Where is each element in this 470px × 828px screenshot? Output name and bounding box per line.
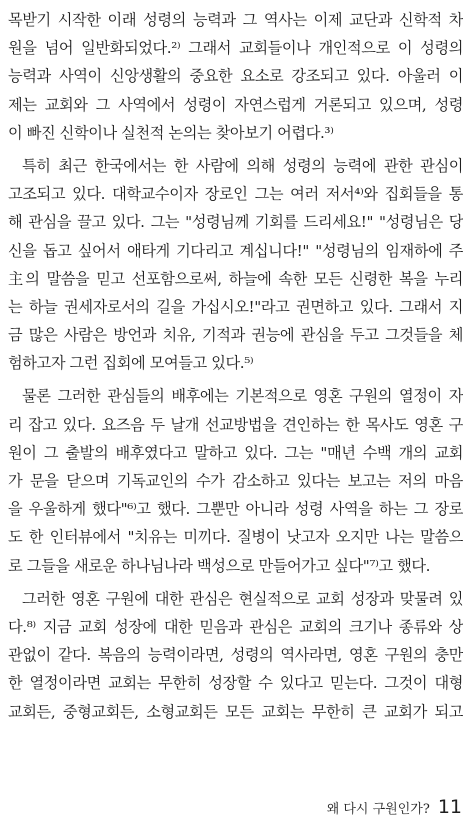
paragraph: [8, 382, 463, 579]
text-line: 관없이 같다. 복음의 능력이라면, 성령의 역사라면, 영혼 구원의 충만: [8, 646, 463, 665]
text-line: 특히 최근 한국에서는 한 사람에 의해 성령의 능력에 관한 관심이: [22, 156, 463, 175]
text-line: 主의 말씀을 믿고 선포함으로써, 하늘에 속한 모든 신령한 복을 누리: [8, 269, 463, 288]
text-line: 해 관심을 끌고 있다. 그는 "성령님께 기회를 드리세요!" "성령님은 당: [8, 213, 463, 232]
text-line: 제는 교회와 그 사역에서 성령이 자연스럽게 거론되고 있으며, 성령: [8, 95, 463, 114]
page-footer: [327, 796, 462, 818]
text-line: 는 하늘 권세자로서의 길을 가십시오!"라고 권면하고 있다. 그래서 지: [8, 297, 463, 316]
paragraph: [8, 6, 463, 147]
running-title: 왜 다시 구원인가?: [326, 802, 430, 817]
text-line: 이 빠진 신학이나 실천적 논의는 찾아보기 어렵다.³⁾: [8, 123, 334, 142]
body-text: [8, 6, 463, 726]
page-number: 11: [437, 796, 462, 818]
paragraph: [8, 152, 463, 378]
text-line: 도 한 인터뷰에서 "치유는 미끼다. 질병이 낫고자 오지만 나는 말씀으: [8, 528, 463, 547]
text-line: 능력과 사역이 신앙생활의 중요한 요소로 강조되고 있다. 아울러 이: [8, 67, 463, 86]
paragraph: [8, 585, 463, 726]
text-line: 원을 넘어 일반화되었다.²⁾ 그래서 교회들이나 개인적으로 이 성령의: [8, 39, 463, 58]
text-line: 험하고자 그런 집회에 모여들고 있다.⁵⁾: [8, 354, 254, 373]
text-line: 신을 돕고 싶어서 애타게 기다리고 계십니다!" "성령님의 임재하에 주: [8, 241, 463, 260]
text-line: 교회든, 중형교회든, 소형교회든 모든 교회는 무한히 큰 교회가 되고: [8, 702, 463, 721]
text-line: 리 잡고 있다. 요즈음 두 날개 선교방법을 견인하는 한 목사도 영혼 구: [8, 415, 463, 434]
text-line: 고조되고 있다. 대학교수이자 장로인 그는 여러 저서⁴⁾와 집회들을 통: [8, 185, 463, 204]
text-line: 목받기 시작한 이래 성령의 능력과 그 역사는 이제 교단과 신학적 차: [8, 11, 463, 29]
text-line: 다.⁸⁾ 지금 교회 성장에 대한 믿음과 관심은 교회의 크기나 종류와 상: [8, 617, 463, 636]
text-line: 금 많은 사람은 방언과 치유, 기적과 권능에 관심을 두고 그것들을 체: [8, 326, 463, 345]
text-line: 원이 그 출발의 배후였다고 말하고 있다. 그는 "매년 수백 개의 교회: [8, 443, 463, 462]
text-line: 한 열정이라면 교회는 무한히 성장할 수 있다고 믿는다. 그것이 대형: [8, 674, 463, 693]
text-line: 로 그들을 새로운 하나님나라 백성으로 만들어가고 싶다"⁷⁾고 했다.: [8, 556, 431, 575]
text-line: 가 문을 닫으며 기독교인의 수가 감소하고 있다는 보고는 저의 마음: [8, 472, 463, 490]
text-line: 그러한 영혼 구원에 대한 관심은 현실적으로 교회 성장과 맞물려 있: [22, 589, 463, 608]
text-line: 물론 그러한 관심들의 배후에는 기본적으로 영혼 구원의 열정이 자: [22, 387, 463, 406]
text-line: 을 우울하게 했다"⁶⁾고 했다. 그뿐만 아니라 성령 사역을 하는 그 장로: [8, 500, 463, 519]
